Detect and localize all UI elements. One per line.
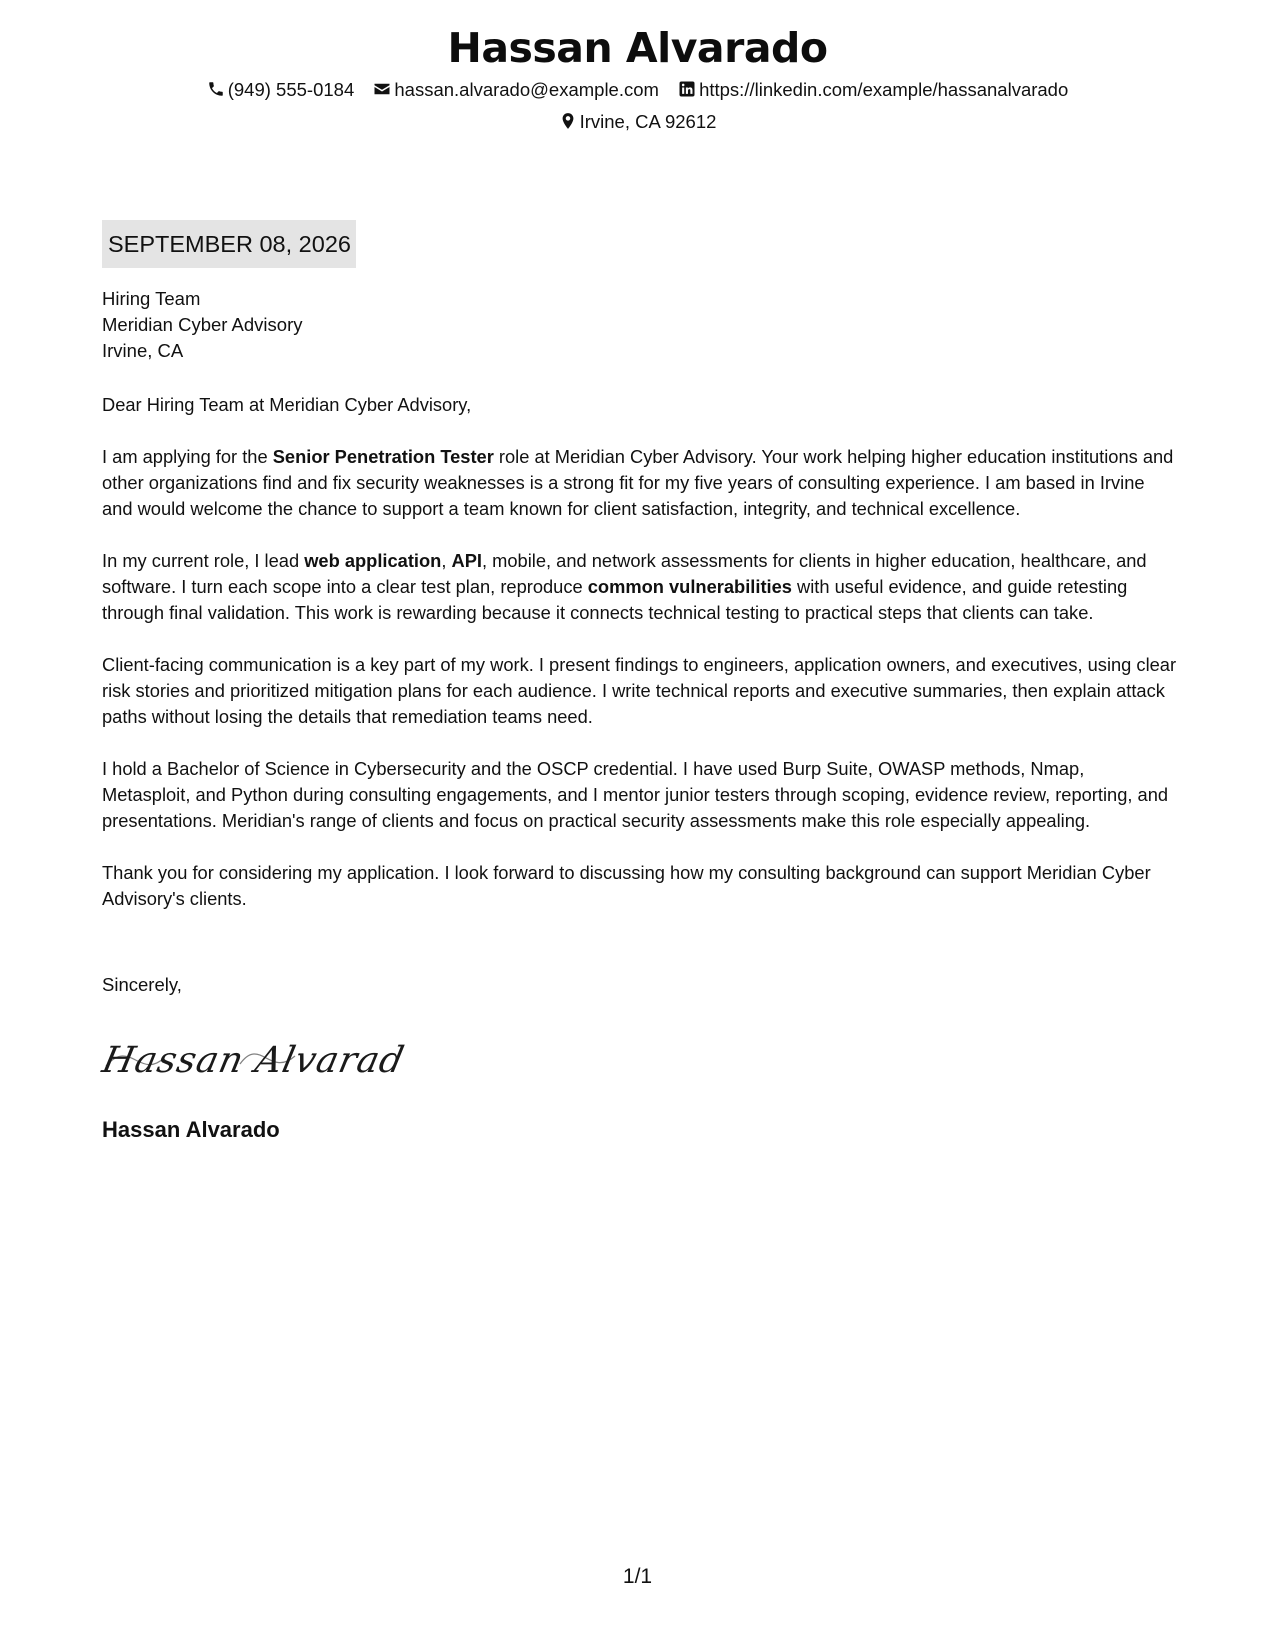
highlight-role: Senior Penetration Tester (272, 446, 494, 467)
body-paragraph: In my current role, I lead web application, API, mobile, and network assessments for clients in higher education, healthcare, and software. I turn each scope into a clear test plan, reproduce common vulnerabilities with useful evidence, and guide retesting through final validation. This work is rewarding because it connects technical testing to practical steps that clients can take. (102, 550, 1147, 623)
map-marker-icon (559, 112, 577, 130)
recipient-line: Meridian Cyber Advisory (102, 314, 303, 335)
phone-number: (949) 555-0184 (227, 79, 355, 100)
email-link[interactable]: hassan.alvarado@example.com (394, 79, 659, 100)
location-text: Irvine, CA 92612 (579, 111, 717, 132)
letter-header (0, 22, 1275, 134)
body-paragraph: I hold a Bachelor of Science in Cybersecurity and the OSCP credential. I have used Burp Suite, OWASP methods, Nmap, Metasploit, and Python during consulting engagements, and I mentor junior testers through scoping, evidence review, reporting, and presentations. Meridian's range of clients and focus on practical security assessments make this role especially appealing. (102, 758, 1169, 831)
contact-row-primary (0, 78, 1275, 102)
linkedin-icon (678, 80, 696, 98)
contact-location (559, 110, 717, 134)
letter-body (102, 392, 1177, 938)
body-paragraph: I am applying for the Senior Penetration Tester role at Meridian Cyber Advisory. Your work helping higher education institutions and other organizations find and fix security weaknesses is a strong fit for my five years of consulting experience. I am based in Irvine and would welcome the chance to support a team known for client satisfaction, integrity, and technical excellence. (102, 446, 1174, 519)
contact-phone (207, 78, 355, 102)
signature-image (98, 1028, 409, 1088)
highlight-skill: common vulnerabilities (587, 576, 792, 597)
page-number: 1/1 (622, 1565, 653, 1588)
phone-icon (207, 80, 225, 98)
body-paragraph: Thank you for considering my application. I look forward to discussing how my consulting background can support Meridian Cyber Advisory's clients. (102, 862, 1151, 909)
salutation: Dear Hiring Team at Meridian Cyber Advisory, (102, 394, 472, 415)
signer-name: Hassan Alvarado (102, 1117, 280, 1142)
highlight-skill: API (451, 550, 482, 571)
highlight-skill: web application (304, 550, 442, 571)
recipient-line: Irvine, CA (102, 340, 184, 361)
contact-email (373, 78, 659, 102)
applicant-name: Hassan Alvarado (447, 24, 828, 72)
contact-row-secondary (0, 110, 1275, 134)
contact-linkedin (678, 78, 1068, 102)
linkedin-link[interactable]: https://linkedin.com/example/hassanalvarado (699, 79, 1069, 100)
recipient-line: Hiring Team (102, 288, 201, 309)
letter-date: SEPTEMBER 08, 2026 (102, 220, 356, 268)
closing-line: Sincerely, (102, 974, 182, 995)
recipient-block (102, 286, 303, 364)
body-paragraph: Client-facing communication is a key part of my work. I present findings to engineers, application owners, and executives, using clear risk stories and prioritized mitigation plans for each audience. I write technical reports and executive summaries, then explain attack paths without losing the details that remediation teams need. (102, 654, 1177, 727)
envelope-icon (373, 80, 391, 98)
signature-text: Hassan Alvarad (98, 1038, 409, 1081)
